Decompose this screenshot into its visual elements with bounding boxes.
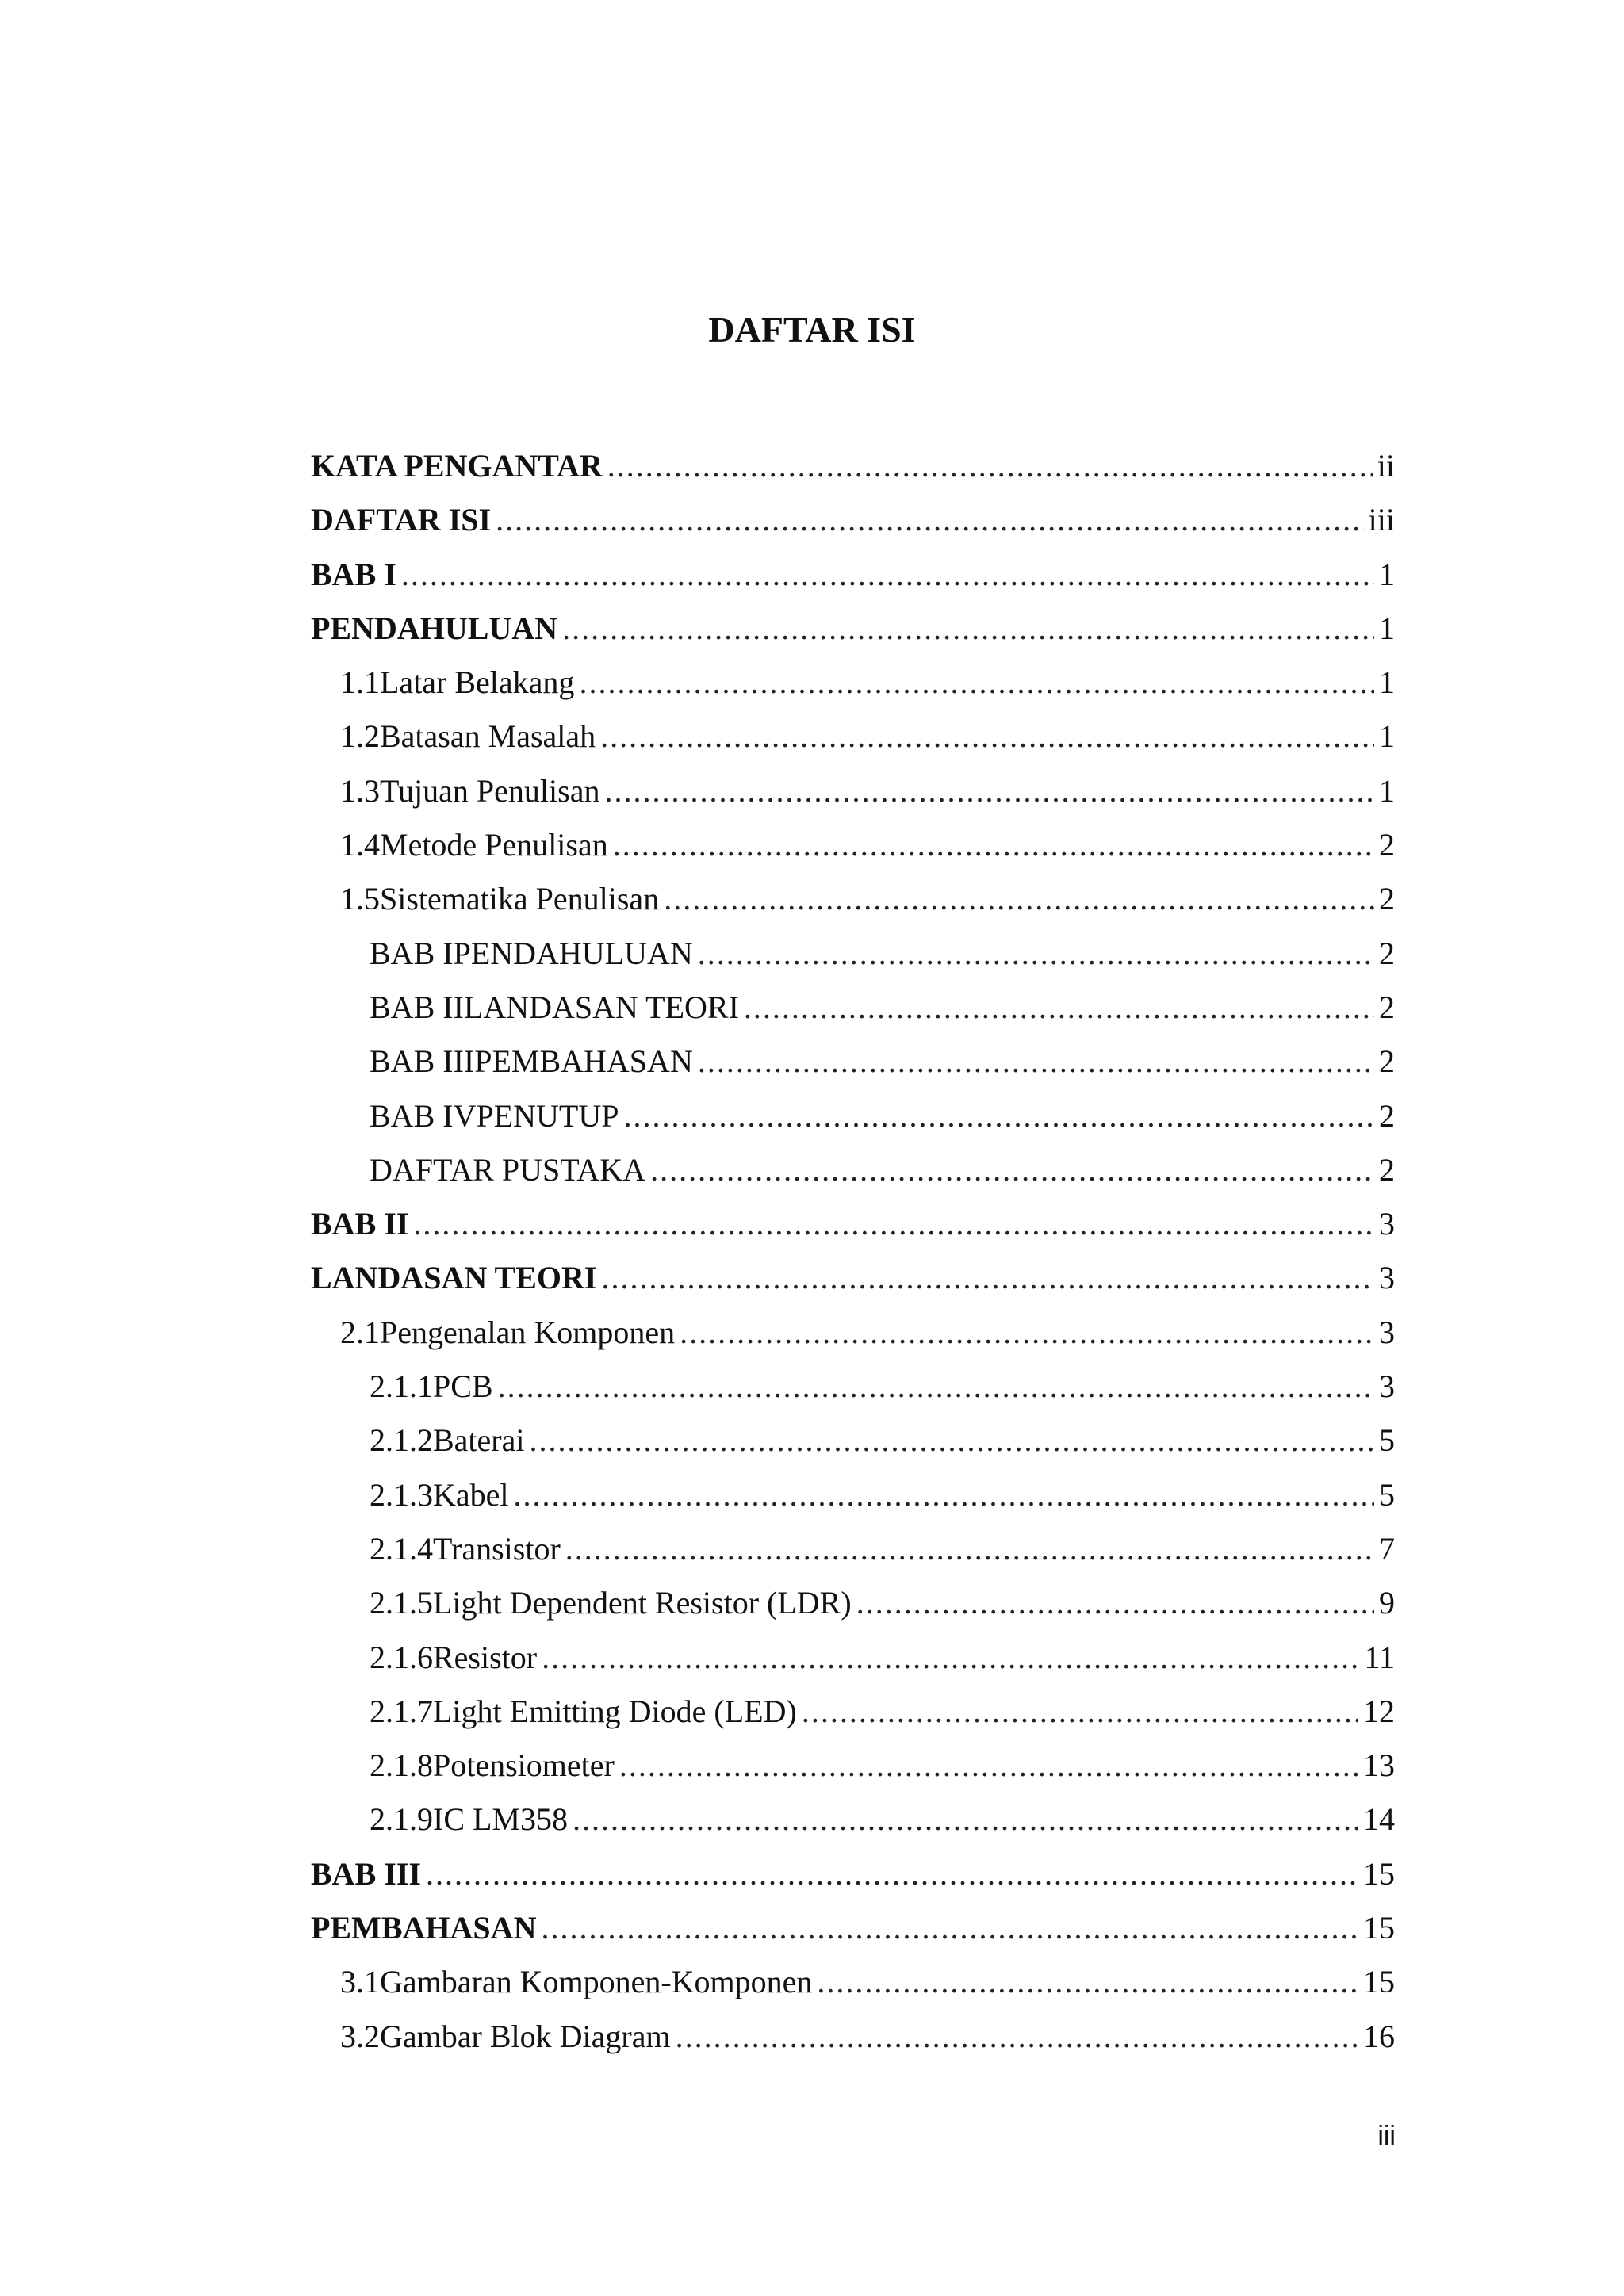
toc-entry-page: 2 xyxy=(1379,935,1395,971)
toc-entry-title: DAFTAR PUSTAKA xyxy=(370,1151,646,1188)
toc-entry-title: Light Emitting Diode (LED) xyxy=(433,1693,797,1729)
toc-leader-dots xyxy=(496,493,1364,547)
toc-leader-dots xyxy=(565,1522,1374,1576)
toc-entry-page: 16 xyxy=(1363,2018,1395,2054)
toc-entry-number: 2.1.8 xyxy=(370,1747,433,1784)
toc-leader-dots xyxy=(542,1631,1359,1685)
toc-entry-page: 15 xyxy=(1363,1964,1395,2000)
toc-entry-number: 2.1.3 xyxy=(370,1476,433,1513)
toc-leader-dots xyxy=(802,1685,1358,1739)
toc-leader-dots xyxy=(401,548,1374,602)
toc-entry-number: 3.2 xyxy=(340,2018,380,2054)
toc-leader-dots xyxy=(562,602,1374,656)
toc-entry-title: Transistor xyxy=(433,1530,561,1567)
toc-entry-number: 2.1.1 xyxy=(370,1368,433,1405)
toc-entry-2-1-4[interactable] xyxy=(311,1522,1395,1576)
toc-leader-dots xyxy=(600,710,1374,763)
toc-entry-title: Gambar Blok Diagram xyxy=(380,2018,671,2054)
toc-leader-dots xyxy=(604,764,1374,818)
toc-entry-title: PEMBAHASAN xyxy=(474,1043,693,1080)
toc-entry-title: PENDAHULUAN xyxy=(453,935,693,971)
toc-leader-dots xyxy=(817,1955,1358,2009)
toc-entry-pembahasan[interactable] xyxy=(311,1901,1395,1955)
toc-entry-page: 1 xyxy=(1379,610,1395,646)
toc-entry-page: 3 xyxy=(1379,1368,1395,1405)
toc-leader-dots xyxy=(541,1901,1358,1955)
toc-entry-title: Tujuan Penulisan xyxy=(380,772,600,809)
toc-entry-1-4[interactable] xyxy=(311,818,1395,872)
toc-entry-2-1-6[interactable] xyxy=(311,1631,1395,1685)
toc-entry-title: Potensiometer xyxy=(433,1747,615,1784)
toc-leader-dots xyxy=(613,818,1374,872)
toc-entry-page: 1 xyxy=(1379,664,1395,701)
toc-entry-page: 14 xyxy=(1363,1801,1395,1838)
toc-entry-title: PEMBAHASAN xyxy=(311,1910,537,1946)
toc-leader-dots xyxy=(619,1739,1358,1793)
toc-leader-dots xyxy=(573,1793,1358,1846)
table-of-contents xyxy=(311,439,1395,2064)
toc-entry-title: LANDASAN TEORI xyxy=(463,989,739,1025)
toc-entry-number: 2.1 xyxy=(340,1314,380,1350)
toc-entry-page: ii xyxy=(1377,448,1395,484)
toc-entry-sistematika-bab-i[interactable] xyxy=(311,927,1395,981)
toc-leader-dots xyxy=(413,1197,1374,1251)
toc-entry-1-5[interactable] xyxy=(311,872,1395,926)
toc-entry-number: 2.1.5 xyxy=(370,1585,433,1621)
toc-entry-page: 15 xyxy=(1363,1910,1395,1946)
toc-leader-dots xyxy=(426,1847,1358,1901)
toc-entry-number: BAB II xyxy=(370,989,464,1025)
toc-entry-page: 2 xyxy=(1379,881,1395,917)
toc-leader-dots xyxy=(680,1306,1374,1360)
toc-entry-number: 1.3 xyxy=(340,772,380,809)
toc-entry-number: 1.2 xyxy=(340,718,380,755)
toc-entry-page: 2 xyxy=(1379,1097,1395,1134)
toc-entry-daftar-pustaka[interactable] xyxy=(311,1143,1395,1197)
toc-entry-number: 2.1.9 xyxy=(370,1801,433,1838)
toc-entry-2-1-7[interactable] xyxy=(311,1685,1395,1739)
toc-entry-title: Sistematika Penulisan xyxy=(380,881,660,917)
toc-entry-landasan-teori[interactable] xyxy=(311,1251,1395,1305)
toc-leader-dots xyxy=(530,1414,1375,1468)
toc-entry-title: LANDASAN TEORI xyxy=(311,1260,597,1296)
toc-entry-number: BAB I xyxy=(370,935,454,971)
toc-entry-title: BAB III xyxy=(311,1855,421,1892)
toc-entry-number: 2.1.6 xyxy=(370,1639,433,1675)
toc-entry-title: Gambaran Komponen-Komponen xyxy=(380,1964,813,2000)
toc-entry-title: IC LM358 xyxy=(433,1801,568,1838)
toc-leader-dots xyxy=(650,1143,1374,1197)
toc-entry-title: Baterai xyxy=(433,1422,525,1459)
toc-entry-kata-pengantar[interactable] xyxy=(311,439,1395,493)
toc-entry-page: 15 xyxy=(1363,1855,1395,1892)
toc-entry-2-1[interactable] xyxy=(311,1306,1395,1360)
toc-entry-number: 1.5 xyxy=(340,881,380,917)
toc-entry-sistematika-bab-ii[interactable] xyxy=(311,981,1395,1035)
toc-entry-page: 2 xyxy=(1379,1043,1395,1080)
toc-entry-page: 2 xyxy=(1379,827,1395,863)
toc-entry-sistematika-bab-iv[interactable] xyxy=(311,1089,1395,1143)
toc-entry-number: BAB IV xyxy=(370,1097,477,1134)
toc-entry-2-1-3[interactable] xyxy=(311,1468,1395,1522)
toc-entry-title: Metode Penulisan xyxy=(380,827,608,863)
toc-entry-title: Batasan Masalah xyxy=(380,718,596,755)
toc-entry-page: 2 xyxy=(1379,989,1395,1025)
toc-leader-dots xyxy=(579,656,1374,710)
toc-entry-title: BAB I xyxy=(311,556,396,592)
toc-entry-title: PCB xyxy=(433,1368,493,1405)
toc-entry-title: Light Dependent Resistor (LDR) xyxy=(433,1585,852,1621)
toc-entry-number: 1.4 xyxy=(340,827,380,863)
toc-entry-title: Pengenalan Komponen xyxy=(380,1314,676,1350)
page-title: DAFTAR ISI xyxy=(708,309,916,350)
toc-entry-bab-iii[interactable] xyxy=(311,1847,1395,1901)
toc-entry-number: 1.1 xyxy=(340,664,380,701)
toc-entry-page: 2 xyxy=(1379,1151,1395,1188)
toc-entry-title: PENDAHULUAN xyxy=(311,610,558,646)
toc-entry-number: 2.1.7 xyxy=(370,1693,433,1729)
toc-entry-2-1-5[interactable] xyxy=(311,1576,1395,1630)
toc-leader-dots xyxy=(498,1360,1374,1414)
toc-entry-page: 12 xyxy=(1363,1693,1395,1729)
toc-entry-pendahuluan[interactable] xyxy=(311,602,1395,656)
toc-leader-dots xyxy=(856,1576,1374,1630)
toc-entry-page: 1 xyxy=(1379,772,1395,809)
toc-entry-2-1-9[interactable] xyxy=(311,1793,1395,1846)
toc-entry-number: 2.1.2 xyxy=(370,1422,433,1459)
toc-entry-page: 1 xyxy=(1379,718,1395,755)
toc-entry-1-3[interactable] xyxy=(311,764,1395,818)
page-number: iii xyxy=(1377,2121,1396,2151)
toc-entry-3-2[interactable] xyxy=(311,2010,1395,2064)
toc-entry-number: 3.1 xyxy=(340,1964,380,2000)
toc-leader-dots xyxy=(698,927,1374,981)
toc-entry-page: 7 xyxy=(1379,1530,1395,1567)
toc-entry-2-1-1[interactable] xyxy=(311,1360,1395,1414)
toc-entry-number: BAB III xyxy=(370,1043,475,1080)
toc-leader-dots xyxy=(601,1251,1374,1305)
toc-leader-dots xyxy=(607,439,1373,493)
toc-entry-1-2[interactable] xyxy=(311,710,1395,763)
toc-entry-daftar-isi[interactable] xyxy=(311,493,1395,547)
toc-leader-dots xyxy=(744,981,1374,1035)
toc-leader-dots xyxy=(623,1089,1374,1143)
toc-entry-1-1[interactable] xyxy=(311,656,1395,710)
toc-entry-page: 3 xyxy=(1379,1314,1395,1350)
toc-entry-title: Latar Belakang xyxy=(380,664,575,701)
toc-entry-title: PENUTUP xyxy=(476,1097,619,1134)
toc-entry-3-1[interactable] xyxy=(311,1955,1395,2009)
toc-entry-2-1-8[interactable] xyxy=(311,1739,1395,1793)
toc-leader-dots xyxy=(698,1035,1374,1089)
toc-leader-dots xyxy=(664,872,1374,926)
toc-entry-page: 5 xyxy=(1379,1476,1395,1513)
toc-entry-page: 5 xyxy=(1379,1422,1395,1459)
toc-entry-title: BAB II xyxy=(311,1206,409,1242)
toc-leader-dots xyxy=(514,1468,1374,1522)
toc-entry-bab-ii[interactable] xyxy=(311,1197,1395,1251)
toc-entry-title: DAFTAR ISI xyxy=(311,502,492,538)
toc-entry-title: Kabel xyxy=(433,1476,509,1513)
toc-entry-page: 9 xyxy=(1379,1585,1395,1621)
toc-entry-2-1-2[interactable] xyxy=(311,1414,1395,1468)
toc-leader-dots xyxy=(676,2010,1358,2064)
toc-entry-sistematika-bab-iii[interactable] xyxy=(311,1035,1395,1089)
toc-entry-title: KATA PENGANTAR xyxy=(311,448,603,484)
toc-entry-page: 3 xyxy=(1379,1206,1395,1242)
toc-entry-page: 13 xyxy=(1363,1747,1395,1784)
toc-entry-page: iii xyxy=(1368,502,1395,538)
toc-entry-number: 2.1.4 xyxy=(370,1530,433,1567)
toc-entry-title: Resistor xyxy=(433,1639,538,1675)
toc-entry-bab-i[interactable] xyxy=(311,548,1395,602)
toc-entry-page: 11 xyxy=(1364,1639,1395,1675)
toc-entry-page: 3 xyxy=(1379,1260,1395,1296)
toc-entry-page: 1 xyxy=(1379,556,1395,592)
